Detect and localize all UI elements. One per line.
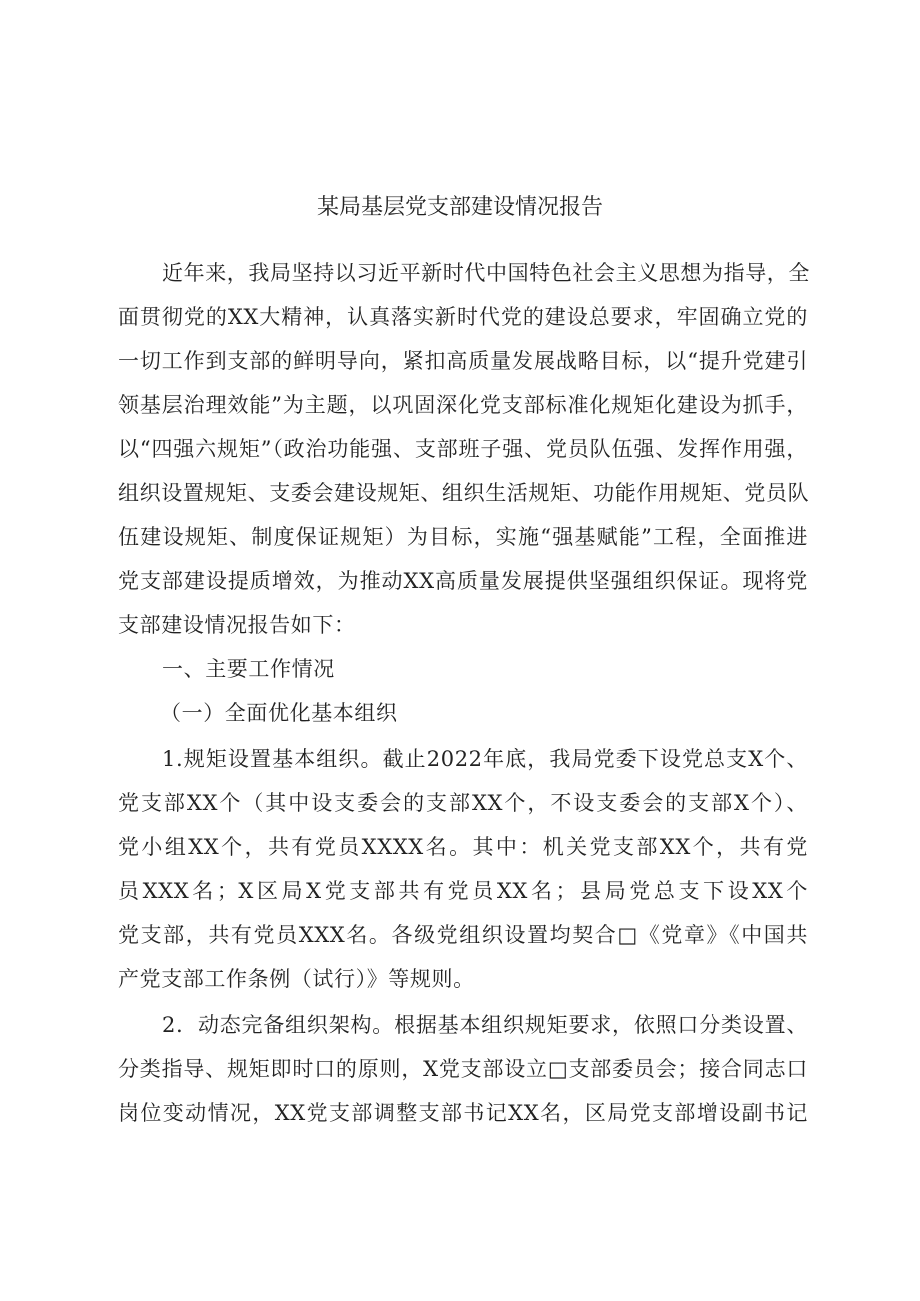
paragraph-line: 领基层治理效能”为主题，以巩固深化党支部标准化规矩化建设为抓手，	[118, 393, 808, 417]
paragraph-line: 以“四强六规矩”（政治功能强、支部班子强、党员队伍强、发挥作用强，	[118, 437, 808, 461]
paragraph-line: 1.规矩设置基本组织。截止2022年底，我局党委下设党总支X个、	[162, 747, 808, 771]
paragraph-line: 组织设置规矩、支委会建设规矩、组织生活规矩、功能作用规矩、党员队	[118, 481, 810, 505]
paragraph-line: 员XXX名；X区局X党支部共有党员XX名；县局党总支下设XX个	[118, 879, 808, 903]
paragraph-line: 近年来，我局坚持以习近平新时代中国特色社会主义思想为指导，全	[162, 261, 810, 285]
paragraph-line: 伍建设规矩、制度保证规矩）为目标，实施“强基赋能”工程，全面推进	[118, 525, 808, 549]
paragraph-line: 党小组XX个，共有党员XXXX名。其中：机关党支部XX个，共有党	[118, 835, 808, 859]
subsection-heading: （一）全面优化基本组织	[160, 701, 398, 725]
paragraph-line: 产党支部工作条例（试行）》等规则。	[118, 967, 475, 991]
paragraph-line: 分类指导、规矩即时口的原则，X党支部设立□支部委员会；接合同志口	[118, 1057, 808, 1081]
paragraph-line: 一切工作到支部的鲜明导向，紧扣高质量发展战略目标，以“提升党建引	[118, 349, 808, 373]
paragraph-line: 岗位变动情况，XX党支部调整支部书记XX名，区局党支部增设副书记	[118, 1101, 808, 1125]
paragraph-line: 面贯彻党的XX大精神，认真落实新时代党的建设总要求，牢固确立党的	[118, 305, 808, 329]
paragraph-line: 党支部，共有党员XXX名。各级党组织设置均契合□《党章》《中国共	[118, 923, 808, 947]
document-title: 某局基层党支部建设情况报告	[316, 195, 603, 220]
paragraph-line: 支部建设情况报告如下：	[118, 613, 356, 637]
section-heading: 一、主要工作情况	[162, 657, 335, 681]
paragraph-line: 2．动态完备组织架构。根据基本组织规矩要求，依照口分类设置、	[162, 1013, 808, 1037]
paragraph-line: 党支部建设提质增效，为推动XX高质量发展提供坚强组织保证。现将党	[118, 569, 808, 593]
paragraph-line: 党支部XX个（其中设支委会的支部XX个，不设支委会的支部X个）、	[118, 791, 808, 815]
